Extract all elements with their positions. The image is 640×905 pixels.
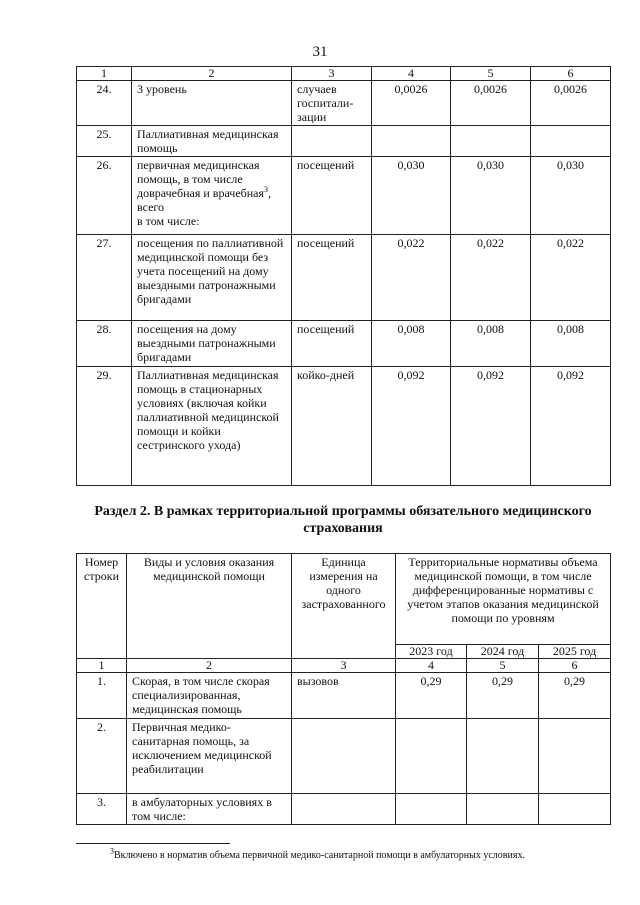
header-year-2024: 2024 год <box>467 645 539 659</box>
footnote-mark: 3 <box>110 846 114 856</box>
row-name-text: первичная медицинская помощь, в том числе доврачебная и врачебная <box>137 158 265 200</box>
row-number: 1. <box>77 673 127 719</box>
value-2024: 0,092 <box>451 367 531 486</box>
table-row <box>77 157 611 235</box>
value-2024: 0,022 <box>451 235 531 321</box>
row-name: Первичная медико-санитарная помощь, за исключением медицинской реабилитации <box>127 719 292 794</box>
row-unit: случаев госпитали-зации <box>292 81 372 126</box>
table-row <box>77 794 611 825</box>
header-unit: Единица измерения на одного застрахованного <box>292 554 396 659</box>
header-cell: 4 <box>396 659 467 673</box>
table-row <box>77 673 611 719</box>
row-unit: вызовов <box>292 673 396 719</box>
row-unit: посещений <box>292 235 372 321</box>
row-number: 28. <box>77 321 132 367</box>
row-unit <box>292 719 396 794</box>
value-2023: 0,008 <box>372 321 451 367</box>
table-row <box>77 367 611 486</box>
value-2023: 0,0026 <box>372 81 451 126</box>
row-name <box>132 157 292 235</box>
value-2023: 0,092 <box>372 367 451 486</box>
header-cell: 4 <box>372 67 451 81</box>
table-row <box>77 126 611 157</box>
row-number: 25. <box>77 126 132 157</box>
header-cell: 2 <box>127 659 292 673</box>
table-row <box>77 235 611 321</box>
section-title: Раздел 2. В рамках территориальной программы обязательного медицинского страхования <box>94 504 592 536</box>
table-section-2 <box>76 553 611 825</box>
table-row <box>77 81 611 126</box>
value-2025 <box>539 794 611 825</box>
row-name: посещения по паллиативной медицинской помощи без учета посещений на дому выездными патронажными бригадами <box>132 235 292 321</box>
header-year-2023: 2023 год <box>396 645 467 659</box>
value-2024 <box>467 794 539 825</box>
row-number: 3. <box>77 794 127 825</box>
row-name-suffix: , всего <box>137 186 272 214</box>
value-2024: 0,0026 <box>451 81 531 126</box>
header-cell: 6 <box>531 67 611 81</box>
row-number: 24. <box>77 81 132 126</box>
header-cell: 5 <box>467 659 539 673</box>
row-name: в амбулаторных условиях в том числе: <box>127 794 292 825</box>
row-name: Паллиативная медицинская помощь <box>132 126 292 157</box>
row-number: 2. <box>77 719 127 794</box>
value-2023 <box>396 794 467 825</box>
value-2024: 0,030 <box>451 157 531 235</box>
header-cell: 2 <box>132 67 292 81</box>
header-cell: 3 <box>292 659 396 673</box>
row-name: Паллиативная медицинская помощь в стационарных условиях (включая койки паллиативной медицинской помощи и койки сестринского ухода) <box>132 367 292 486</box>
table-row <box>77 719 611 794</box>
row-name: 3 уровень <box>132 81 292 126</box>
header-cell: 1 <box>77 67 132 81</box>
value-2023 <box>372 126 451 157</box>
header-care-types: Виды и условия оказания медицинской помощи <box>127 554 292 659</box>
table-row <box>77 321 611 367</box>
value-2025: 0,29 <box>539 673 611 719</box>
row-name: посещения на дому выездными патронажными бригадами <box>132 321 292 367</box>
table-continuation <box>76 66 611 486</box>
table-header-numbering <box>77 659 611 673</box>
row-unit <box>292 126 372 157</box>
row-number: 29. <box>77 367 132 486</box>
footnote-rule <box>76 843 230 844</box>
value-2025: 0,022 <box>531 235 611 321</box>
footnote-text: Включено в норматив объема первичной медико-санитарной помощи в амбулаторных условиях. <box>114 850 525 861</box>
row-unit: посещений <box>292 321 372 367</box>
header-cell: 1 <box>77 659 127 673</box>
value-2024 <box>467 719 539 794</box>
value-2023 <box>396 719 467 794</box>
header-cell: 6 <box>539 659 611 673</box>
header-row-number: Номер строки <box>77 554 127 659</box>
row-unit: посещений <box>292 157 372 235</box>
value-2024 <box>451 126 531 157</box>
table-header-numbering <box>77 67 611 81</box>
value-2025: 0,008 <box>531 321 611 367</box>
value-2025: 0,030 <box>531 157 611 235</box>
row-number: 27. <box>77 235 132 321</box>
row-unit: койко-дней <box>292 367 372 486</box>
value-2024: 0,29 <box>467 673 539 719</box>
footnote <box>110 846 610 862</box>
value-2025: 0,092 <box>531 367 611 486</box>
value-2023: 0,022 <box>372 235 451 321</box>
footnote-reference: 3 <box>264 185 269 194</box>
value-2023: 0,030 <box>372 157 451 235</box>
header-cell: 3 <box>292 67 372 81</box>
table-header-row <box>77 554 611 645</box>
row-name-continuation: в том числе: <box>137 214 200 228</box>
header-year-2025: 2025 год <box>539 645 611 659</box>
row-name: Скорая, в том числе скорая специализированная, медицинская помощь <box>127 673 292 719</box>
row-unit <box>292 794 396 825</box>
value-2023: 0,29 <box>396 673 467 719</box>
value-2025: 0,0026 <box>531 81 611 126</box>
row-number: 26. <box>77 157 132 235</box>
value-2024: 0,008 <box>451 321 531 367</box>
page-number: 31 <box>312 44 328 60</box>
header-territorial-norms: Территориальные нормативы объема медицинской помощи, в том числе дифференцированные нормативы с учетом этапов оказания медицинской помощи по уровням <box>396 554 611 645</box>
value-2025 <box>531 126 611 157</box>
value-2025 <box>539 719 611 794</box>
header-cell: 5 <box>451 67 531 81</box>
